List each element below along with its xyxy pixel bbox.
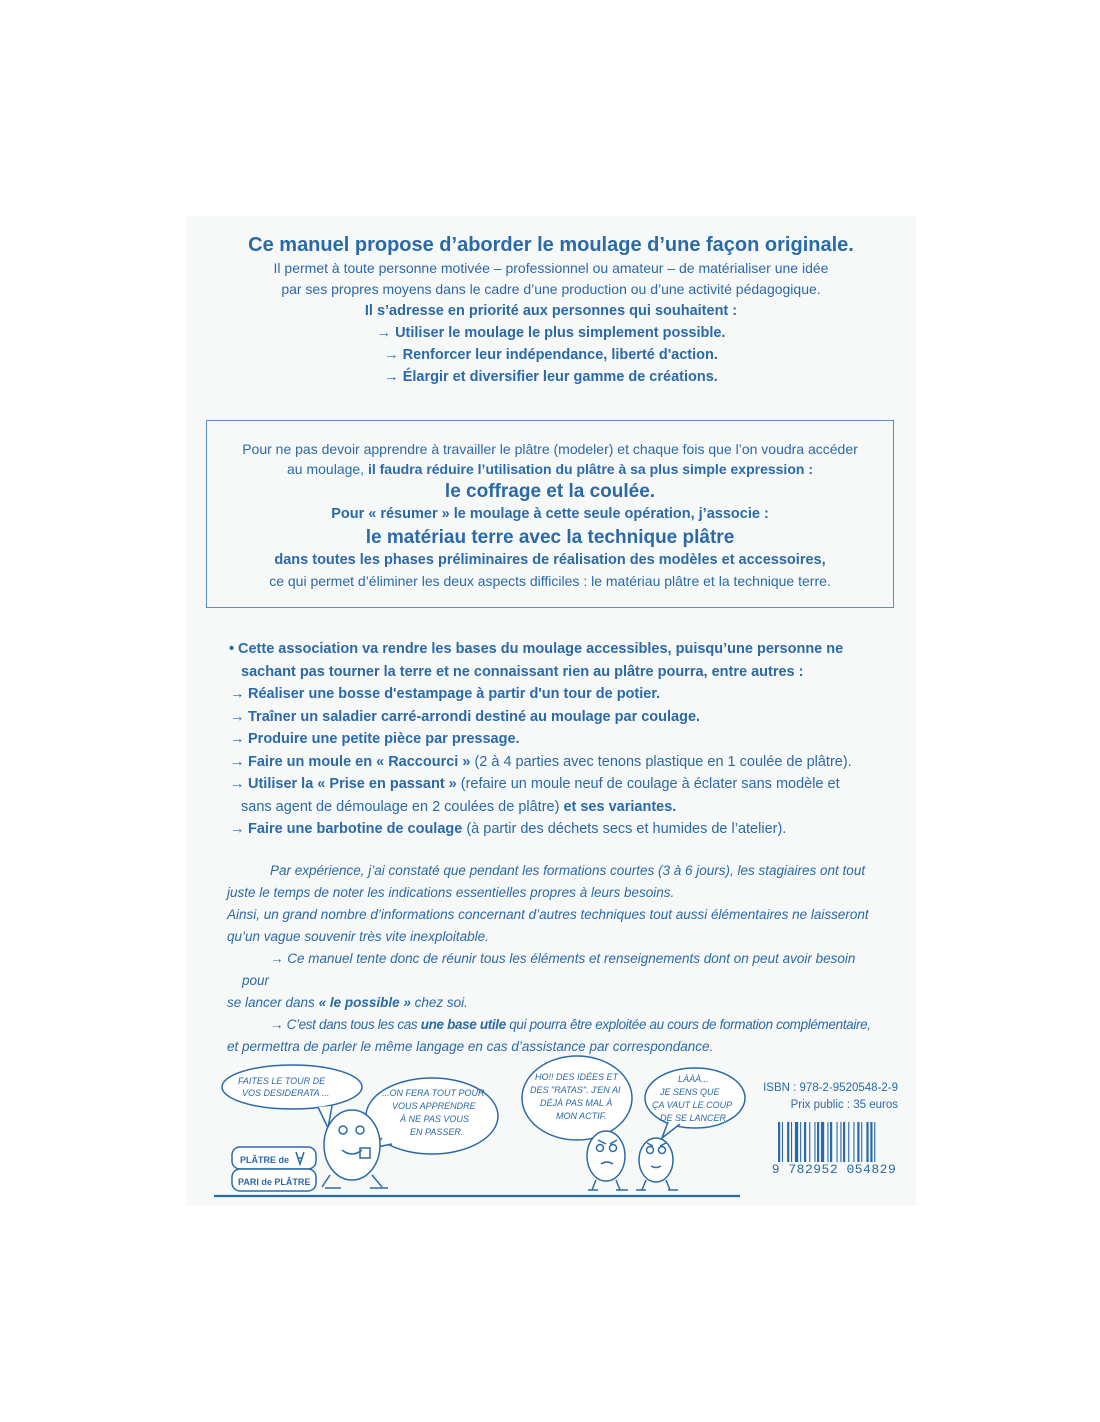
sign-text: PARI de PLÂTRE: [238, 1177, 311, 1187]
list-item: → Faire un moule en « Raccourci » (2 à 4 parties avec tenons plastique en 1 coulée de plâtre).: [229, 751, 879, 774]
list-item: → Produire une petite pièce par pressage.: [229, 728, 879, 751]
isbn-number: ISBN : 978-2-9520548-2-9: [763, 1082, 898, 1094]
barcode-bar: [874, 1122, 875, 1162]
barcode-bar: [800, 1122, 801, 1162]
arrow-icon: →: [230, 731, 245, 747]
barcode-bar: [782, 1122, 783, 1162]
experience-paragraph: Par expérience, j’ai constaté que pendant les formations courtes (3 à 6 jours), les stagiaires ont tout juste le temps de noter les indications essentielles propres à leurs besoins. Ainsi, un grand nombre d’informations concernant d’autres techniques tout aussi élémentaires ne laisseront qu’un vague souvenir très vite inexploitable. → Ce manuel tente donc de réunir tous les éléments et renseignements dont on peut avoir besoin pour se lancer dans « le possible » chez soi. → C’est dans tous les cas une base utile qui pourra être exploitée au cours de formation complémentaire, et permettra de parler le même langage en cas d’assistance par correspondance.: [227, 863, 871, 1054]
arrow-icon: →: [230, 776, 245, 792]
barcode-bar: [809, 1122, 810, 1162]
bubble-text: DES "RATAS". J'EN AI: [530, 1085, 621, 1095]
bubble-text: EN PASSER.: [410, 1127, 464, 1137]
arrow-icon: →: [230, 753, 245, 770]
box-line-4: dans toutes les phases préliminaires de réalisation des modèles et accessoires,: [274, 552, 826, 568]
box-line-5: ce qui permet d’éliminer les deux aspects difficiles : le matériau plâtre et la technique terre.: [269, 573, 831, 589]
bubble-text: HO!! DES IDÉES ET: [535, 1072, 619, 1082]
list-intro: • Cette association va rendre les bases du moulage accessibles, puisqu’une personne ne: [229, 638, 879, 661]
list-item: → Traîner un saladier carré-arrondi destiné au moulage par coulage.: [229, 706, 879, 729]
barcode-bar: [778, 1122, 780, 1162]
headline: Ce manuel propose d’aborder le moulage d’une façon originale.: [248, 234, 854, 256]
feature-list: • Cette association va rendre les bases du moulage accessibles, puisqu’une personne ne sachant pas tourner la terre et ne connaissant rien au plâtre pourra, entre autres : → Réaliser une bosse d'estampage à partir d'un tour de potier. → Traîner un saladier carré-arrondi destiné au moulage par coulage. → Produire une petite pièce par pressage. → Faire un moule en « Raccourci » (2 à 4 parties avec tenons plastique en 1 coulée de plâtre). → Utiliser la « Prise en passant » (refaire un moule neuf de coulage à éclater sans modèle et sans agent de démoulage en 2 coulées de plâtre) et ses variantes. → Faire une barbotine de coulage (à partir des déchets secs et humides de l’atelier).: [229, 638, 879, 841]
goal-item: → Utiliser le moulage le plus simplement possible.: [376, 325, 726, 341]
box-line-2: au moulage, il faudra réduire l’utilisation du plâtre à sa plus simple expression :: [287, 461, 813, 477]
arrow-icon: →: [270, 951, 288, 966]
barcode-bar: [853, 1122, 854, 1162]
audience-line: Il s’adresse en priorité aux personnes qui souhaitent :: [364, 303, 738, 319]
list-item: → Utiliser la « Prise en passant » (refaire un moule neuf de coulage à éclater sans modèle et: [229, 773, 879, 796]
bubble-text: VOS DESIDERATA ...: [242, 1088, 330, 1098]
barcode-bar: [804, 1122, 806, 1162]
bubble-text: LÀÀÀ...: [678, 1074, 709, 1084]
box-emphasis-1: le coffrage et la coulée.: [444, 481, 656, 502]
box-line-1: Pour ne pas devoir apprendre à travailler le plâtre (modeler) et chaque fois que l’on voudra accéder: [242, 441, 858, 457]
goal-item: → Renforcer leur indépendance, liberté d'action.: [384, 347, 718, 363]
box-emphasis-2: le matériau terre avec la technique plâtre: [365, 527, 735, 548]
intro-line-1: Il permet à toute personne motivée – professionnel ou amateur – de matérialiser une idée: [273, 260, 829, 276]
barcode-bar: [870, 1122, 872, 1162]
barcode-icon: [778, 1122, 875, 1162]
arrow-icon: →: [230, 686, 245, 702]
public-price: Prix public : 35 euros: [790, 1099, 898, 1111]
bubble-text: DÉJÀ PAS MAL À: [540, 1098, 613, 1108]
arrow-icon: →: [376, 325, 396, 341]
egg-character-icon: [639, 1138, 673, 1182]
bubble-text: À NE PAS VOUS: [400, 1114, 469, 1124]
list-item: → Réaliser une bosse d'estampage à partir d'un tour de potier.: [229, 683, 879, 706]
bubble-text: DE SE LANCER: [660, 1113, 727, 1123]
isbn-block: [748, 1080, 898, 1114]
sign-text: PLÂTRE de: [240, 1155, 290, 1165]
barcode-bar: [857, 1122, 859, 1162]
box-line-3: Pour « résumer » le moulage à cette seule opération, j’associe :: [331, 506, 769, 522]
barcode-bar: [821, 1122, 824, 1162]
arrow-icon: →: [270, 1017, 287, 1032]
arrow-icon: →: [230, 708, 245, 725]
barcode-bar: [817, 1122, 819, 1162]
barcode-bar: [843, 1122, 845, 1162]
barcode-bar: [791, 1122, 792, 1162]
barcode-bar: [866, 1122, 868, 1162]
barcode-bar: [848, 1122, 849, 1162]
barcode-bar: [827, 1122, 828, 1162]
bullet-icon: •: [229, 641, 235, 657]
goal-item: → Élargir et diversifier leur gamme de créations.: [384, 369, 718, 385]
intro-line-2: par ses propres moyens dans le cadre d’une production ou d’une activité pédagogique.: [281, 281, 821, 297]
barcode-bar: [837, 1122, 838, 1162]
barcode-bar: [795, 1122, 798, 1162]
list-item: → Faire une barbotine de coulage (à partir des déchets secs et humides de l’atelier).: [229, 818, 879, 841]
bubble-text: ÇA VAUT LE COUP: [652, 1100, 733, 1110]
barcode-bar: [830, 1122, 832, 1162]
bubble-text: JE SENS QUE: [660, 1087, 720, 1097]
barcode-bar: [787, 1122, 789, 1162]
barcode-bar: [861, 1122, 862, 1162]
arrow-icon: →: [230, 821, 245, 837]
barcode-number: 9 782952 054829: [771, 1162, 897, 1177]
bubble-text: ...ON FERA TOUT POUR: [382, 1088, 485, 1098]
arrow-icon: →: [384, 369, 403, 385]
egg-character-icon: [587, 1131, 625, 1181]
egg-character-icon: [324, 1110, 380, 1180]
bubble-text: MON ACTIF.: [556, 1111, 607, 1121]
bubble-text: VOUS APPRENDRE: [392, 1101, 476, 1111]
bubble-text: FAITES LE TOUR DE: [238, 1076, 326, 1086]
speech-bubble-icon: [222, 1065, 362, 1109]
barcode-bar: [814, 1122, 815, 1162]
barcode-bar: [840, 1122, 841, 1162]
arrow-icon: →: [384, 347, 403, 363]
